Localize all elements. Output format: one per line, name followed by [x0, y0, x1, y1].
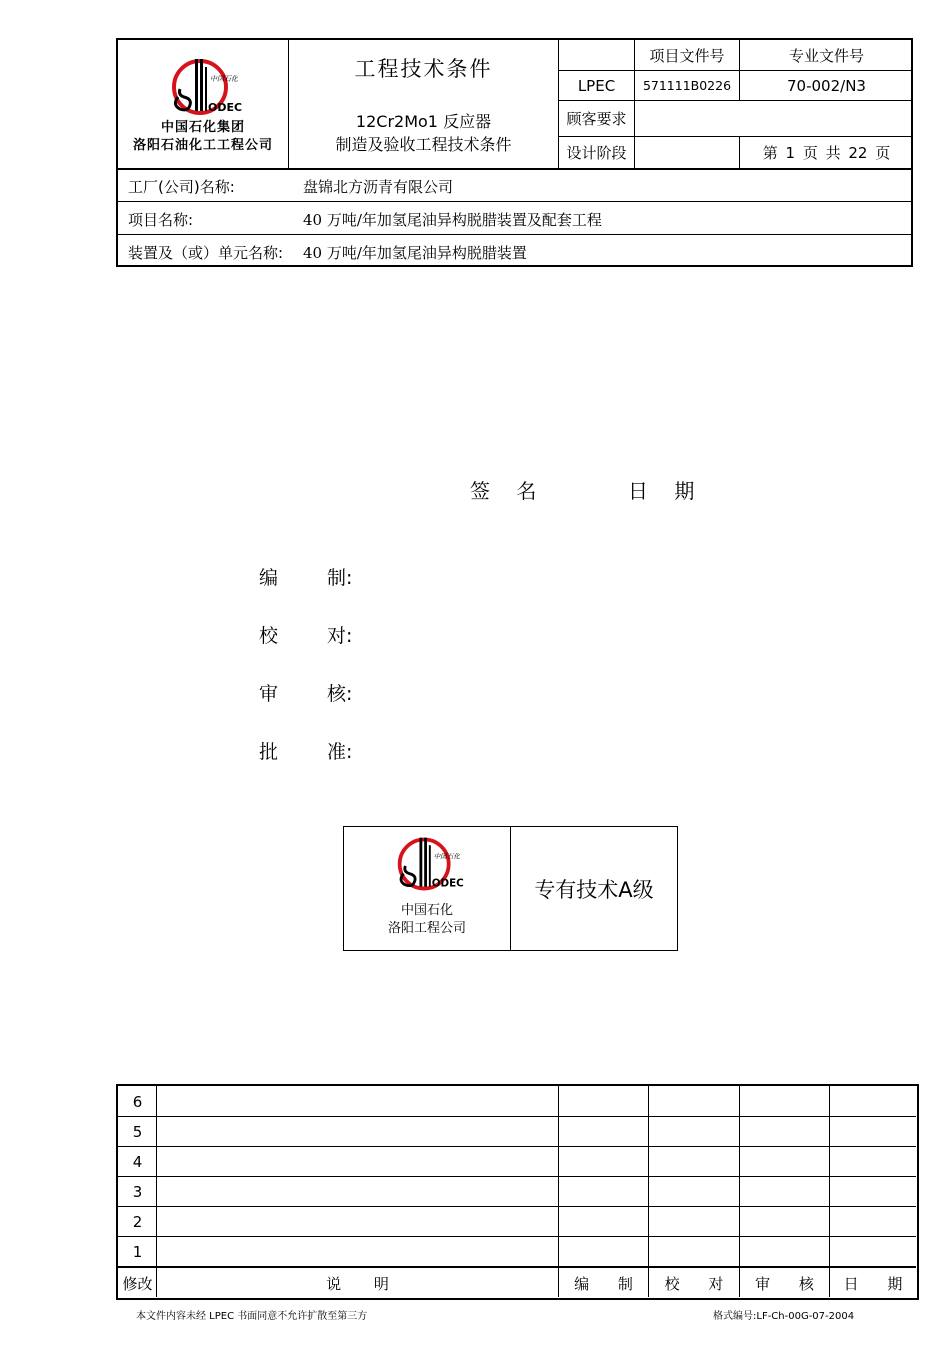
revision-divider [118, 1116, 916, 1117]
revision-col-checked: 校 对 [664, 1275, 724, 1293]
subtitle-line2: 制造及验收工程技术条件 [335, 135, 512, 154]
page-info: 第 1 页 共 22 页 [762, 144, 891, 162]
discipline-doc-no-value: 70-002/N3 [787, 76, 866, 95]
revision-number: 1 [132, 1243, 143, 1261]
signature-column-header: 签 名 [470, 479, 547, 503]
revision-divider [118, 1236, 916, 1237]
signature-row-char1: 批 [259, 741, 279, 763]
document-header-table [116, 38, 913, 267]
revision-divider [118, 1176, 916, 1177]
proprietary-stamp [343, 826, 678, 951]
svg-text:中国石化: 中国石化 [433, 852, 460, 861]
company-name-line1: 中国石化集团 [160, 120, 245, 135]
document-type-title: 工程技术条件 [354, 57, 493, 81]
project-doc-no-header: 项目文件号 [649, 46, 725, 65]
header-divider [118, 201, 913, 202]
project-name-label: 项目名称: [128, 211, 194, 229]
revision-divider [118, 1146, 916, 1147]
revision-col-reviewed: 审 核 [755, 1275, 814, 1293]
plant-name-value: 盘锦北方沥青有限公司 [303, 178, 454, 196]
revision-divider [118, 1266, 916, 1268]
unit-name-label: 装置及（或）单元名称: [128, 244, 284, 262]
svg-text:中国石化: 中国石化 [210, 75, 238, 83]
revision-col-date: 日 期 [843, 1275, 903, 1293]
revision-col-prepared: 编 制 [574, 1275, 633, 1293]
customer-requirement-label: 顾客要求 [566, 110, 627, 128]
company-name-line2: 洛阳石油化工工程公司 [132, 138, 273, 153]
revision-divider [118, 1206, 916, 1207]
signature-row-char2: 准: [327, 741, 353, 763]
project-name-value: 40 万吨/年加氢尾油异构脱腊装置及配套工程 [303, 211, 602, 229]
signature-row-char2: 对: [327, 625, 353, 647]
discipline-doc-no-header: 专业文件号 [788, 46, 864, 65]
revision-number: 4 [132, 1153, 143, 1171]
signature-row-char2: 核: [327, 683, 353, 705]
svg-text:ODEC: ODEC [431, 877, 464, 890]
stamp-company [344, 902, 510, 938]
proprietary-level: 专有技术A级 [534, 877, 654, 902]
confidentiality-note: 本文件内容未经 LPEC 书面同意不允许扩散至第三方 [136, 1311, 368, 1322]
design-stage-value [635, 137, 739, 168]
sinopec-logo [168, 57, 243, 119]
header-divider [118, 234, 913, 235]
revision-col-description: 说 明 [326, 1275, 389, 1293]
stamp-company-line2: 洛阳工程公司 [387, 921, 466, 936]
header-divider [118, 168, 913, 170]
revision-number: 6 [132, 1093, 143, 1111]
form-number: 格式编号:LF-Ch-00G-07-2004 [713, 1311, 855, 1322]
customer-requirement-value [635, 101, 913, 136]
signature-row-char1: 审 [259, 683, 279, 705]
company-logo-block [118, 40, 288, 168]
stamp-company-line1: 中国石化 [400, 903, 453, 918]
signature-row-char1: 校 [259, 625, 279, 647]
org-code: LPEC [577, 76, 616, 95]
date-column-header: 日 期 [628, 479, 705, 503]
revision-col-rev: 修改 [122, 1275, 153, 1293]
project-doc-no-value: 571111B0226 [642, 78, 732, 93]
plant-name-label: 工厂(公司)名称: [128, 178, 235, 196]
design-stage-label: 设计阶段 [566, 144, 627, 162]
revision-table [116, 1084, 919, 1300]
unit-name-value: 40 万吨/年加氢尾油异构脱腊装置 [303, 244, 527, 262]
signature-row-char2: 制: [327, 567, 353, 589]
revision-number: 3 [132, 1183, 143, 1201]
subtitle-line1: 12Cr2Mo1 反应器 [355, 112, 492, 131]
revision-number: 5 [132, 1123, 143, 1141]
document-subtitle [289, 104, 558, 162]
svg-text:ODEC: ODEC [208, 101, 243, 114]
sinopec-logo [394, 835, 464, 895]
signature-row-char1: 编 [259, 567, 279, 589]
revision-number: 2 [132, 1213, 143, 1231]
